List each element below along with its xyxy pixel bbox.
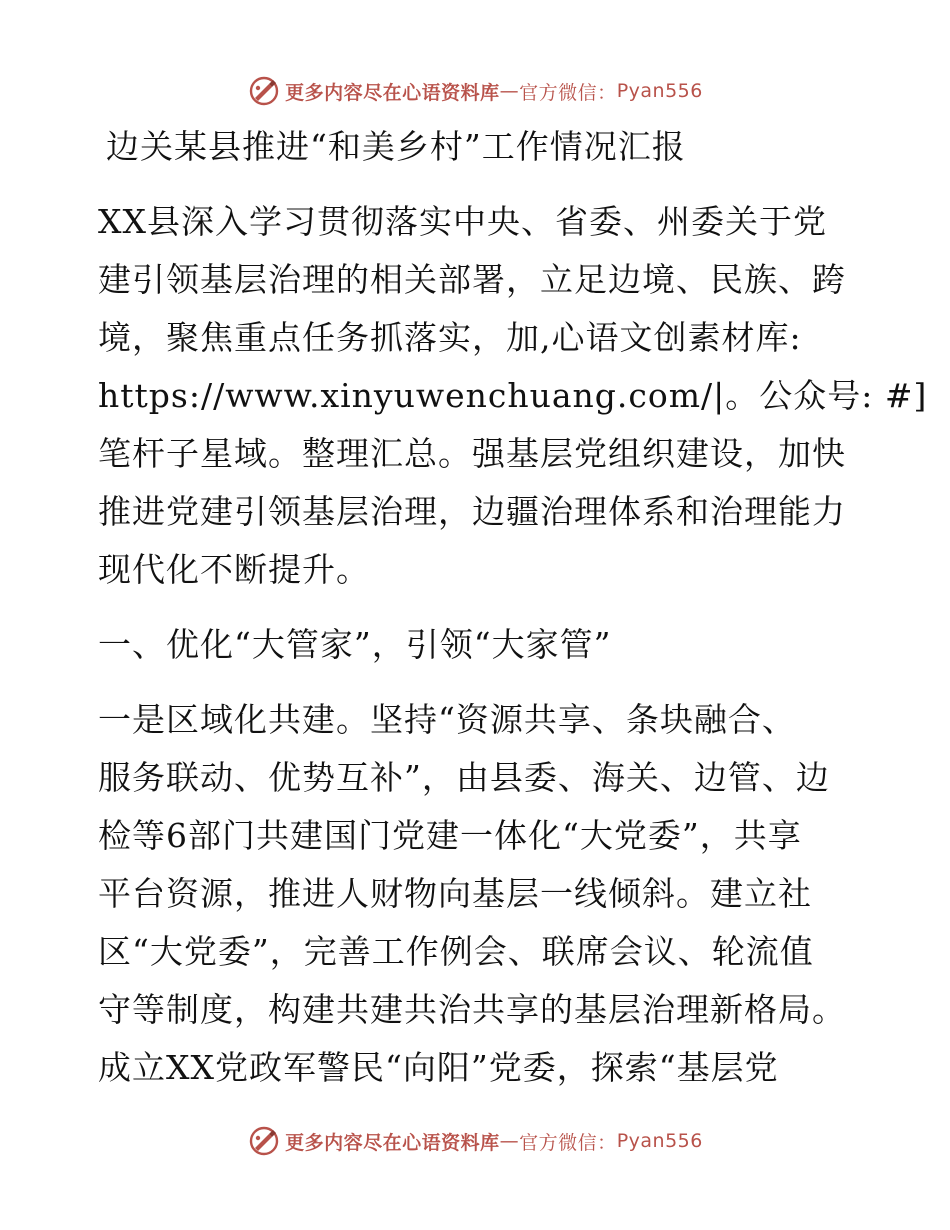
paragraph-line: 现代化不断提升。 — [98, 550, 370, 589]
paragraph-line: 成立XX党政军警民“向阳”党委，探索“基层党 — [98, 1048, 779, 1087]
paragraph-line: 建引领基层治理的相关部署，立足边境、民族、跨 — [98, 260, 846, 299]
paragraph-line: 笔杆子星域。整理汇总。强基层党组织建设，加快 — [98, 434, 846, 473]
watermark-header — [0, 71, 950, 111]
paragraph-line: 检等6部门共建国门党建一体化“大党委”，共享 — [98, 816, 802, 855]
watermark-id: Pyan556 — [616, 1130, 703, 1152]
watermark-tail: 官方微信： — [519, 81, 617, 104]
watermark-separator: — — [499, 80, 520, 102]
paragraph-line: 服务联动、优势互补”，由县委、海关、边管、边 — [98, 758, 830, 797]
pen-seal-icon — [247, 1124, 281, 1158]
paragraph-line: XX县深入学习贯彻落实中央、省委、州委关于党 — [98, 202, 827, 241]
paragraph-line: 境，聚焦重点任务抓落实，加,心语文创素材库: — [98, 318, 802, 357]
watermark-separator: — — [499, 1130, 520, 1152]
paragraph-line: 推进党建引领基层治理，边疆治理体系和治理能力 — [98, 492, 846, 531]
watermark-lead: 更多内容尽在心语资料库 — [285, 81, 500, 104]
watermark-tail: 官方微信： — [519, 1131, 617, 1154]
watermark-lead: 更多内容尽在心语资料库 — [285, 1131, 500, 1154]
paragraph-line: 一是区域化共建。坚持“资源共享、条块融合、 — [98, 700, 796, 739]
watermark-id: Pyan556 — [616, 80, 703, 102]
section-heading: 一、优化“大管家”，引领“大家管” — [98, 625, 612, 664]
paragraph-line: https://www.xinyuwenchuang.com/|。公众号: #] — [98, 376, 928, 415]
pen-seal-icon — [247, 74, 281, 108]
document-title: 边关某县推进“和美乡村”工作情况汇报 — [106, 127, 686, 166]
watermark-footer — [0, 1121, 950, 1161]
paragraph-line: 平台资源，推进人财物向基层一线倾斜。建立社 — [98, 874, 812, 913]
paragraph-line: 区“大党委”，完善工作例会、联席会议、轮流值 — [98, 932, 814, 971]
paragraph-line: 守等制度，构建共建共治共享的基层治理新格局。 — [98, 990, 846, 1029]
